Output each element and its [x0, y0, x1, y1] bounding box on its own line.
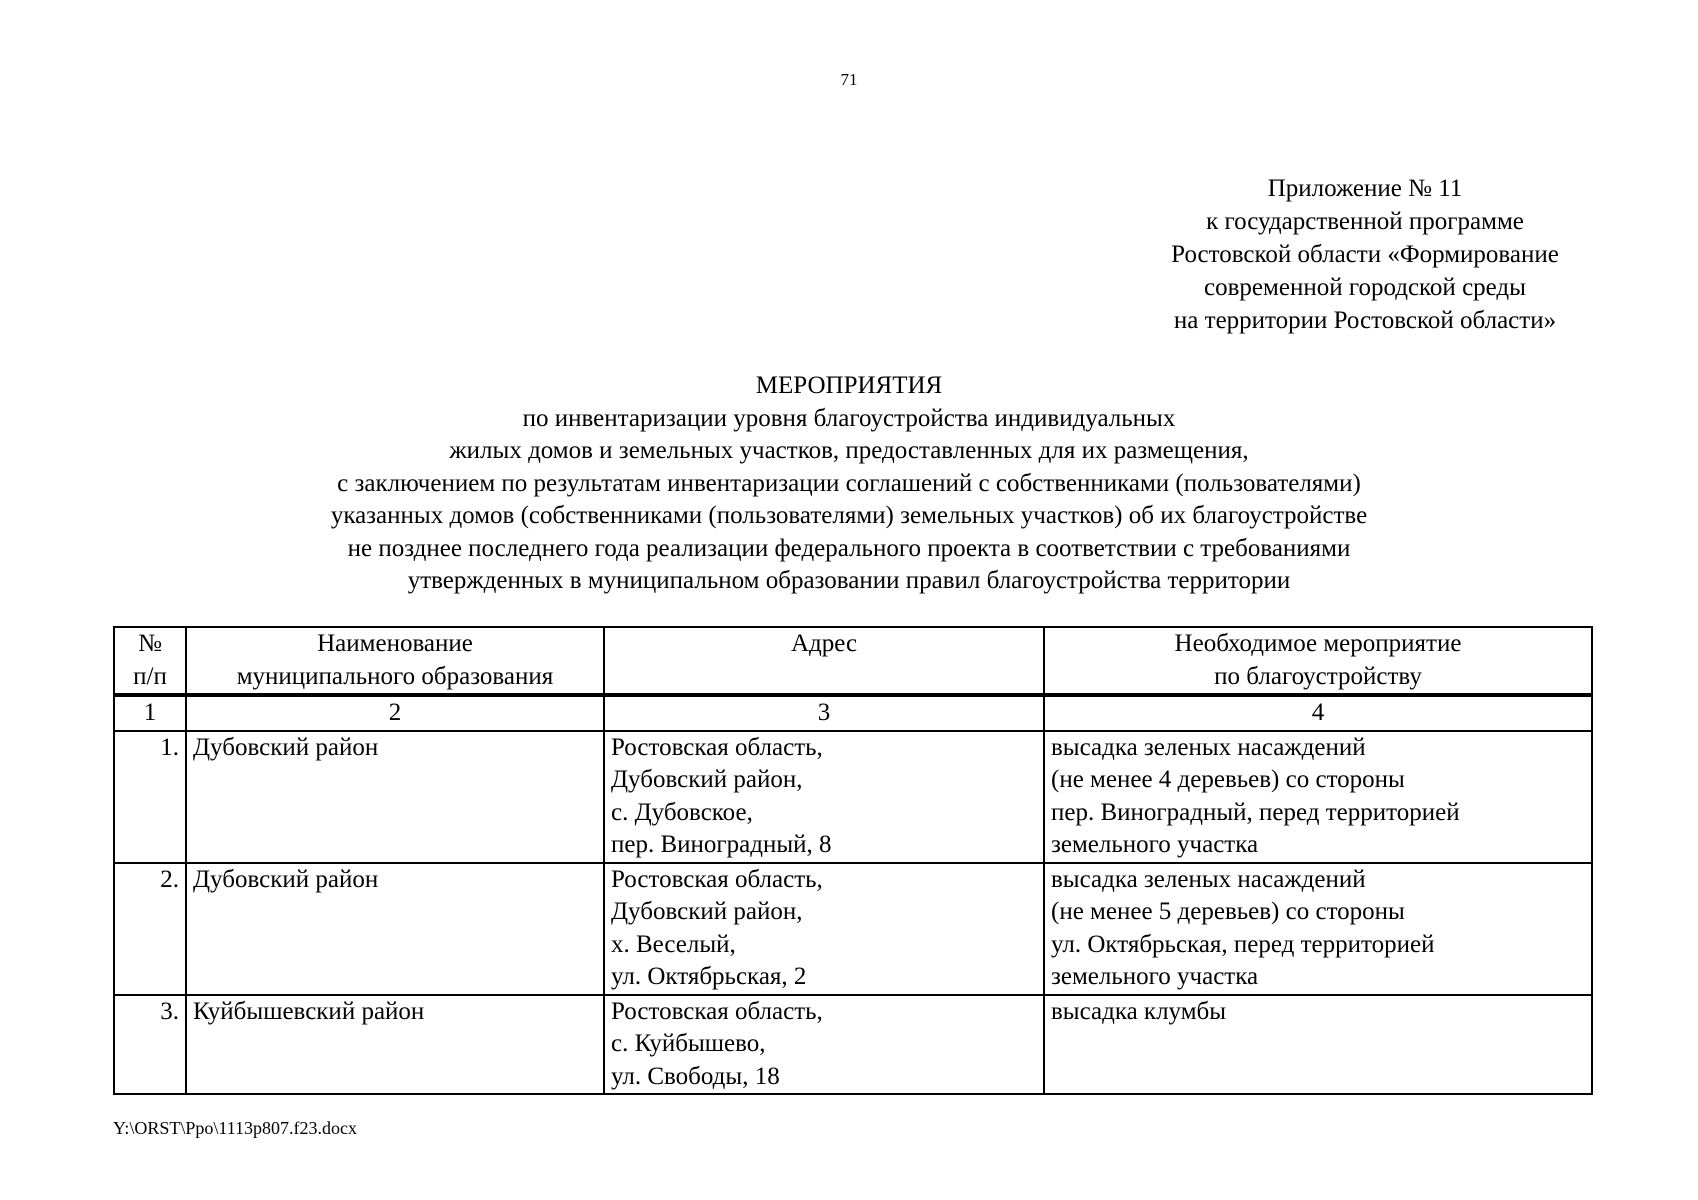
measure-line: (не менее 5 деревьев) со стороны [1051, 898, 1405, 925]
measure-line: (не менее 4 деревьев) со стороны [1051, 766, 1405, 793]
title-line: утвержденных в муниципальном образовании правил благоустройства территории [407, 567, 1291, 594]
header-address [604, 627, 1044, 695]
row-measure [1044, 863, 1592, 995]
appendix-line: современной городской среды [1204, 274, 1526, 301]
header-line: Адрес [790, 630, 858, 657]
address-line: с. Дубовское, [611, 798, 753, 826]
title-line: указанных домов (собственниками (пользователями) земельных участков) об их благоустройстве [330, 502, 1368, 529]
header-line: № [138, 630, 162, 657]
title-line: не позднее последнего года реализации федерального проекта в соответствии с требованиями [347, 534, 1351, 562]
header-line: муниципального образования [236, 662, 554, 690]
header-municipality [186, 627, 604, 695]
table-row [114, 995, 1592, 1095]
address-line: ул. Свободы, 18 [611, 1062, 780, 1090]
measure-line: высадка клумбы [1051, 997, 1227, 1025]
address-line: Ростовская область, [611, 865, 823, 893]
row-municipality: Дубовский район [186, 863, 604, 995]
row-number: 2. [114, 863, 186, 995]
header-line: Наименование [317, 630, 473, 657]
measure-line: ул. Октябрьская, перед территорией [1051, 930, 1435, 958]
table-row [114, 731, 1592, 863]
title-heading: МЕРОПРИЯТИЯ [755, 372, 943, 399]
row-measure [1044, 995, 1592, 1095]
row-municipality: Куйбышевский район [186, 995, 604, 1095]
appendix-line: к государственной программе [1206, 208, 1524, 235]
title-line: с заключением по результатам инвентаризации соглашений с собственниками (пользователями) [337, 469, 1361, 497]
address-line: х. Веселый, [611, 930, 736, 958]
header-number [114, 627, 186, 695]
row-municipality: Дубовский район [186, 731, 604, 863]
appendix-line: Ростовской области «Формирование [1171, 241, 1559, 268]
header-line: Необходимое мероприятие [1174, 630, 1462, 657]
table-header-row [114, 627, 1592, 695]
appendix-line: на территории Ростовской области» [1173, 307, 1557, 334]
address-line: Ростовская область, [611, 997, 823, 1025]
page-number: 71 [840, 70, 858, 89]
column-number: 3 [604, 695, 1044, 731]
column-number: 1 [114, 695, 186, 731]
row-number: 3. [114, 995, 186, 1095]
measure-line: высадка зеленых насаждений [1051, 733, 1366, 761]
title-line: по инвентаризации уровня благоустройства индивидуальных [522, 404, 1176, 432]
appendix-line: Приложение № 11 [1267, 175, 1463, 202]
row-measure [1044, 731, 1592, 863]
header-measure [1044, 627, 1592, 695]
column-number: 4 [1044, 695, 1592, 731]
row-address [604, 731, 1044, 863]
measure-line: высадка зеленых насаждений [1051, 865, 1366, 893]
address-line: пер. Виноградный, 8 [611, 831, 832, 858]
column-number: 2 [186, 695, 604, 731]
table-row [114, 863, 1592, 995]
header-line: п/п [133, 662, 167, 690]
address-line: Дубовский район, [611, 766, 803, 793]
appendix-block [1120, 172, 1610, 337]
measure-line: земельного участка [1051, 831, 1259, 858]
row-address [604, 863, 1044, 995]
document-title [0, 370, 1698, 598]
measure-line: пер. Виноградный, перед территорией [1051, 798, 1460, 826]
measures-table [113, 626, 1593, 1095]
row-address [604, 995, 1044, 1095]
measure-line: земельного участка [1051, 963, 1259, 990]
address-line: Дубовский район, [611, 898, 803, 925]
title-line: жилых домов и земельных участков, предоставленных для их размещения, [449, 437, 1249, 464]
address-line: ул. Октябрьская, 2 [611, 963, 807, 990]
address-line: Ростовская область, [611, 733, 823, 761]
row-number: 1. [114, 731, 186, 863]
footer-file-path: Y:\ORST\Ppo\1113p807.f23.docx [113, 1118, 358, 1138]
column-number-row [114, 695, 1592, 731]
address-line: с. Куйбышево, [611, 1030, 766, 1057]
header-line: по благоустройству [1214, 662, 1422, 690]
